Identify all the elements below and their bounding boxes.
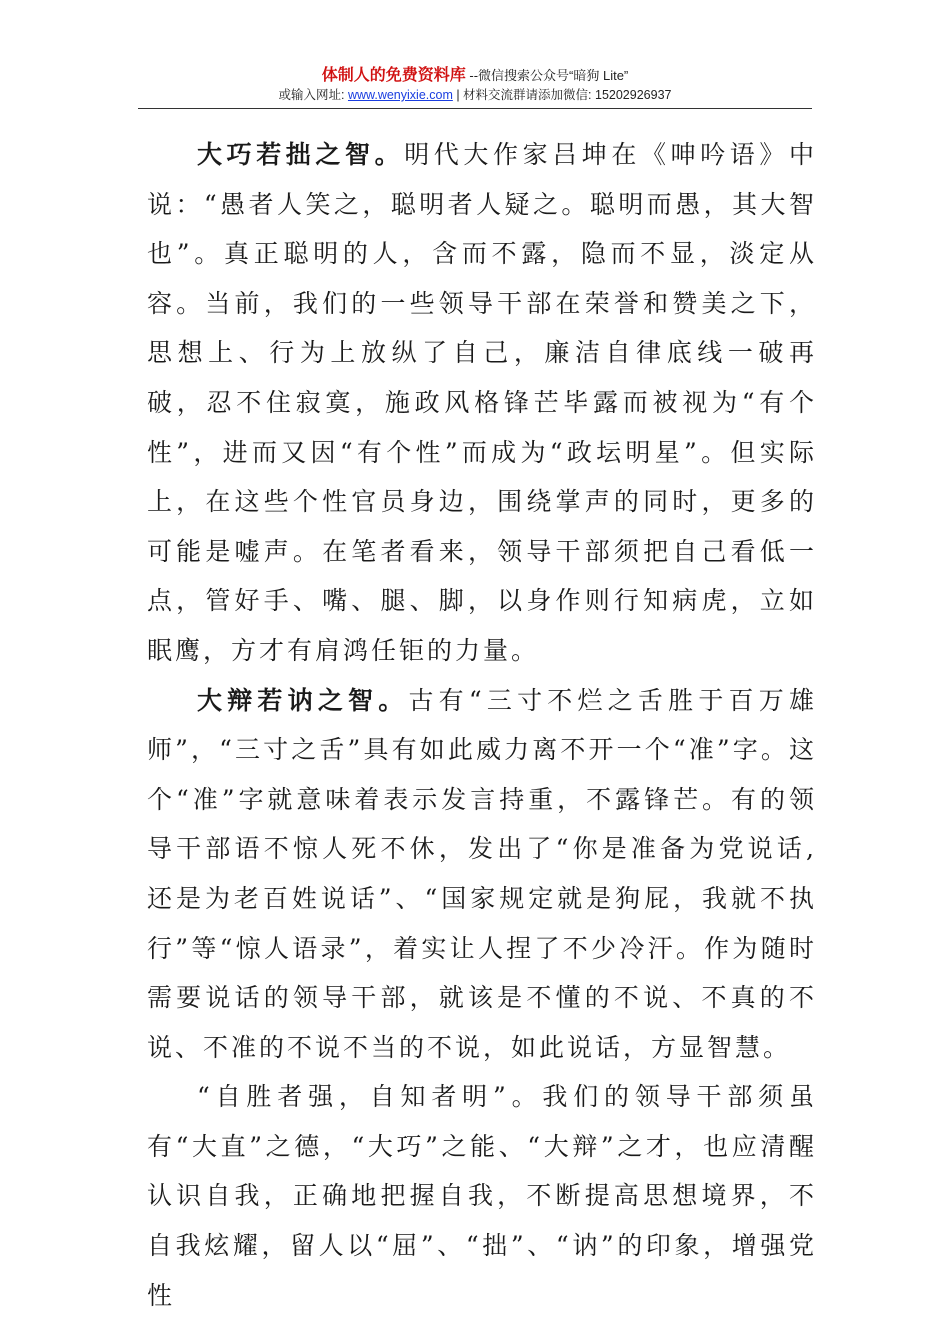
paragraph-1 [147,130,817,676]
url-prefix: 或输入网址: [278,88,348,102]
site-url-link[interactable]: www.wenyixie.com [347,88,453,102]
header-divider [138,108,812,109]
paragraph-3-text: “自胜者强，自知者明”。我们的领导干部须虽有“大直”之德，“大巧”之能、“大辩”之才，也应清醒认识自我，正确地把握自我，不断提高思想境界，不自我炫耀，留人以“屈”、“拙”、“讷”的印象，增强党性 [147,1082,817,1310]
wechat-note: --微信搜索公众号“暗狗 Lite” [465,68,629,83]
paragraph-1-text: 明代大作家吕坤在《呻吟语》中说：“愚者人笑之，聪明者人疑之。聪明而愚，其大智也”。真正聪明的人，含而不露，隐而不显，淡定从容。当前，我们的一些领导干部在荣誉和赞美之下，思想上、行为上放纵了自己，廉洁自律底线一破再破，忍不住寂寞，施政风格锋芒毕露而被视为“有个性”，进而又因“有个性”而成为“政坛明星”。但实际上，在这些个性官员身边，围绕掌声的同时，更多的可能是嘘声。在笔者看来，领导干部须把自己看低一点，管好手、嘴、腿、脚，以身作则行知病虎，立如眠鹰，方才有肩鸿任钜的力量。 [147,140,817,665]
paragraph-2-lead: 大辩若讷之智。 [197,685,409,715]
paragraph-2-text: 古有“三寸不烂之舌胜于百万雄师”，“三寸之舌”具有如此威力离不开一个“准”字。这个“准”字就意味着表示发言持重，不露锋芒。有的领导干部语不惊人死不休，发出了“你是准备为党说话,还是为老百姓说话”、“国家规定就是狗屁，我就不执行”等“惊人语录”，着实让人捏了不少冷汗。作为随时需要说话的领导干部，就该是不懂的不说、不真的不说、不准的不说不当的不说，如此说话，方显智慧。 [147,685,817,1062]
paragraph-3 [147,1072,817,1320]
site-name: 体制人的免费资料库 [321,67,466,84]
header-url-line [138,86,812,104]
contact-info: | 材料交流群请添加微信: 15202926937 [452,88,672,102]
paragraph-2 [147,676,817,1073]
paragraph-1-lead: 大巧若拙之智。 [197,140,405,169]
header-title-line [138,66,812,86]
page-header [138,66,812,104]
document-body [147,130,817,1320]
